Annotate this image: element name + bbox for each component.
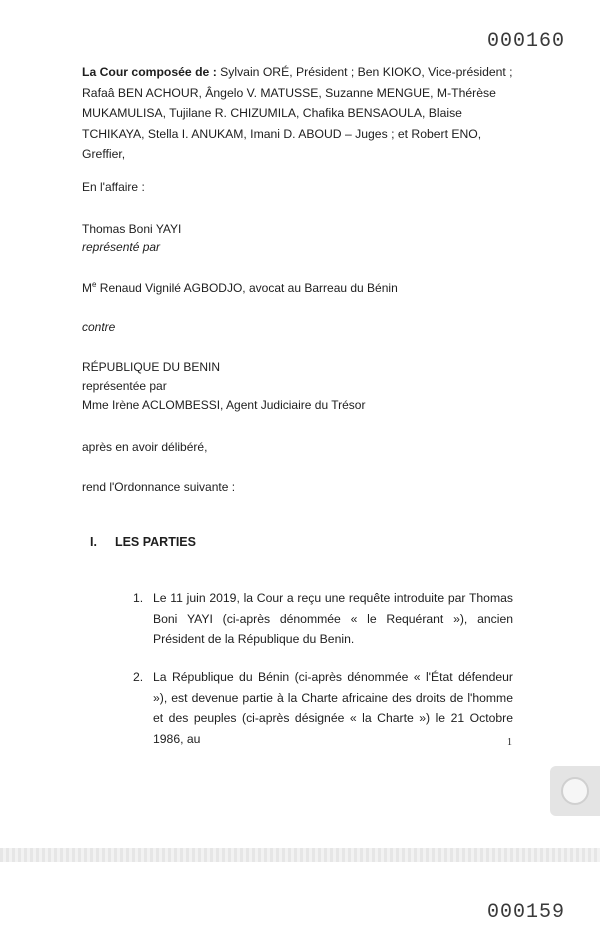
applicant-counsel: [82, 280, 398, 295]
counsel-text: Renaud Vignilé AGBODJO, avocat au Barreau du Bénin: [96, 281, 398, 295]
counsel-superscript: e: [92, 280, 97, 289]
paragraph-2: [133, 667, 513, 749]
section-heading: [90, 535, 196, 549]
paragraph-number: 2.: [133, 670, 144, 684]
page-stamp-bottom: 000159: [487, 901, 566, 924]
court-composition: [82, 62, 522, 165]
respondent-agent: Mme Irène ACLOMBESSI, Agent Judiciaire du Trésor: [82, 398, 366, 412]
page-divider: [0, 848, 600, 862]
composition-label: La Cour composée de :: [82, 65, 217, 79]
counsel-prefix: M: [82, 281, 92, 295]
paragraph-number: 1.: [133, 591, 144, 605]
paragraph-1: [133, 588, 513, 650]
affaire-intro: En l'affaire :: [82, 180, 145, 194]
circle-icon: [561, 777, 589, 805]
composition-text: Sylvain ORÉ, Président ; Ben KIOKO, Vice-président ; Rafaâ BEN ACHOUR, Ângelo V. MATUSSE, Suzanne MENGUE, M-Thérèse MUKAMULISA, Tujilane R. CHIZUMILA, Chafika BENSAOULA, Blaise TCHIKAYA, Stella I. ANUKAM, Imani D. ABOUD – Juges ; et Robert ENO, Greffier,: [82, 65, 513, 161]
section-number: I.: [90, 535, 97, 549]
ordonnance-text: rend l'Ordonnance suivante :: [82, 480, 236, 494]
page-stamp-top: 000160: [487, 30, 566, 53]
contre-label: contre: [82, 320, 116, 334]
section-title: LES PARTIES: [114, 535, 196, 549]
respondent-name: RÉPUBLIQUE DU BENIN: [82, 360, 221, 374]
applicant-represented-by: représenté par: [82, 240, 161, 254]
paragraph-text: La République du Bénin (ci-après dénommée « l'État défendeur »), est devenue partie à la Charte africaine des droits de l'homme et des peuples (ci-après désignée « la Charte ») le 21 Octobre 1986, au: [153, 670, 513, 746]
paragraph-text: Le 11 juin 2019, la Cour a reçu une requête introduite par Thomas Boni YAYI (ci-après dénommée « le Requérant »), ancien Président de la République du Benin.: [153, 591, 513, 646]
applicant-name: Thomas Boni YAYI: [82, 222, 182, 236]
respondent-represented-by: représentée par: [82, 379, 167, 393]
scroll-to-top-button[interactable]: [550, 766, 600, 816]
deliberation-text: après en avoir délibéré,: [82, 440, 208, 454]
page-number: 1: [507, 737, 512, 748]
